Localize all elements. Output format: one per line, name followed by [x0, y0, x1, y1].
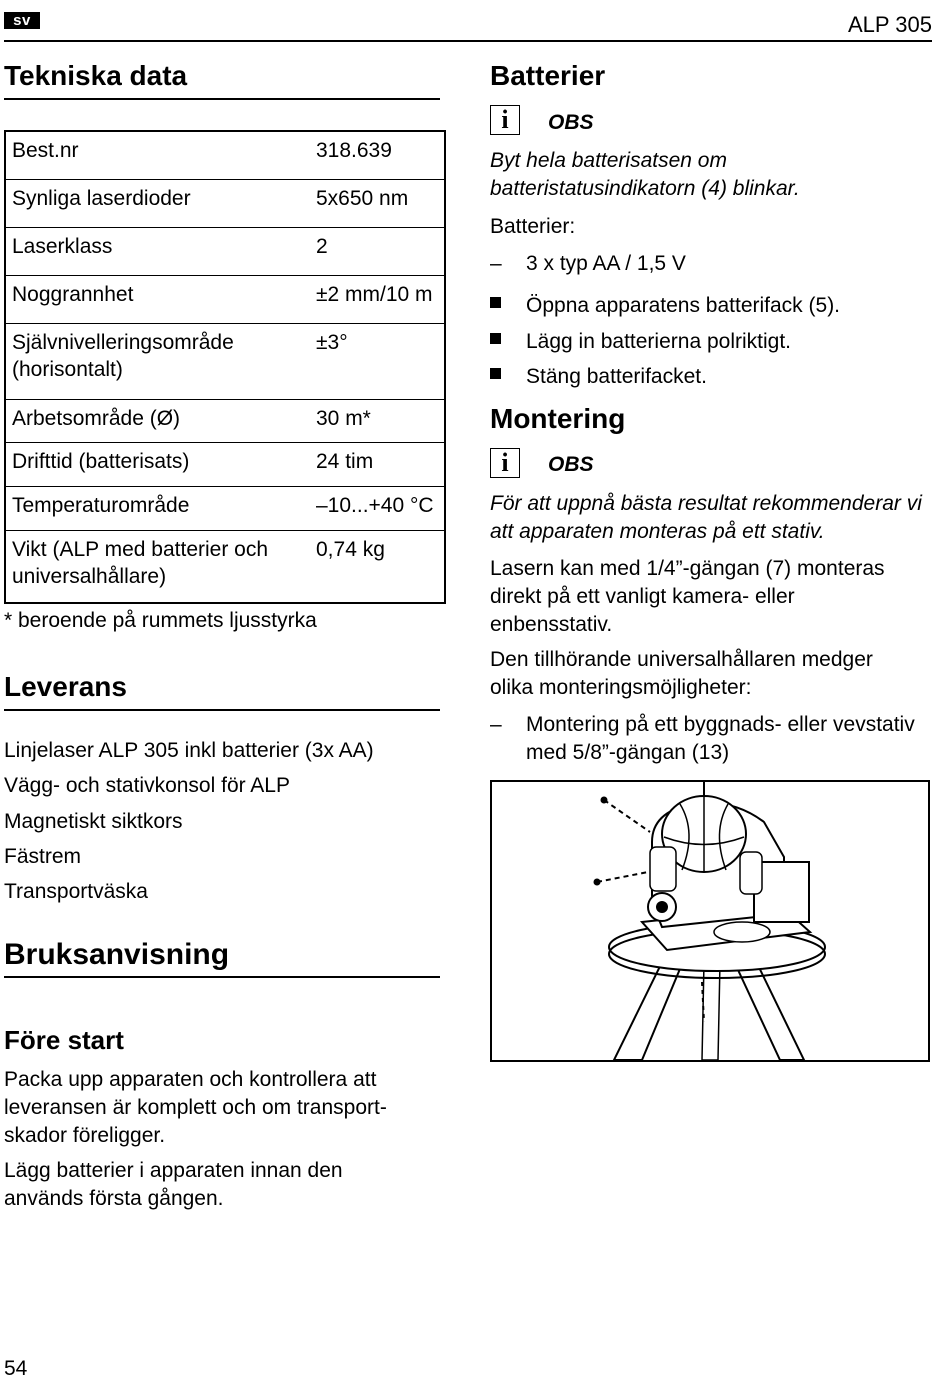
- list-item: Öppna apparatens batterifack (5).: [490, 288, 930, 324]
- before-start-para2: Lägg batterier i apparaten innan den används första gången.: [4, 1159, 343, 1210]
- language-badge: sv: [4, 12, 40, 29]
- spec-label: Temperaturområde: [12, 493, 190, 517]
- spec-value: 24 tim: [316, 449, 374, 473]
- mounting-title: Montering: [490, 403, 626, 434]
- delivery-title: Leverans: [4, 671, 127, 702]
- list-item: – 3 x typ AA / 1,5 V: [490, 250, 930, 278]
- tech-data-table: [4, 130, 446, 604]
- list-item: Fästrem: [4, 844, 82, 868]
- table-row: [5, 227, 445, 275]
- before-start-para1: Packa upp apparaten och kontrollera att leveransen är komplett och om transport-skador föreligger.: [4, 1068, 387, 1147]
- tech-data-rule: [4, 98, 440, 100]
- table-row: [5, 131, 445, 179]
- mounting-note-label: OBS: [548, 453, 594, 476]
- info-icon: i: [490, 448, 520, 478]
- spec-value: –10...+40 °C: [316, 493, 434, 517]
- model-name: ALP 305: [847, 12, 932, 37]
- list-item: Transportväska: [4, 880, 148, 904]
- spec-value: ±2 mm/10 m: [316, 282, 433, 306]
- mounting-options-list: [490, 711, 930, 767]
- spec-value: ±3°: [316, 330, 348, 354]
- batteries-note-text: Byt hela batterisatsen om batteristatusindikatorn (4) blinkar.: [490, 149, 800, 200]
- table-row: [5, 399, 445, 442]
- spec-value: 30 m*: [316, 406, 371, 430]
- spec-value: 318.639: [316, 139, 392, 162]
- laser-on-tripod-figure: [490, 780, 930, 1062]
- spec-value: 0,74 kg: [316, 537, 385, 561]
- info-icon: i: [490, 105, 520, 135]
- spec-value: 2: [316, 234, 328, 258]
- spec-label: Vikt (ALP med batterier och universalhållare): [12, 537, 269, 588]
- header-rule: [4, 40, 932, 42]
- table-row: [5, 486, 445, 530]
- spec-label: Synliga laserdioder: [12, 186, 191, 210]
- table-row: [5, 275, 445, 323]
- spec-label: Drifttid (batterisats): [12, 449, 190, 473]
- delivery-list: [4, 733, 444, 909]
- spec-label: Laserklass: [12, 234, 113, 258]
- batteries-note-label: OBS: [548, 111, 594, 134]
- manual-title: Bruksanvisning: [4, 938, 230, 971]
- list-item: Magnetiskt siktkors: [4, 809, 183, 833]
- battery-type-list: [490, 250, 930, 278]
- table-row: [5, 179, 445, 227]
- page-number: 54: [4, 1357, 28, 1380]
- spec-label: Noggrannhet: [12, 282, 134, 306]
- spec-label: Självnivelleringsområde (horisontalt): [12, 330, 234, 381]
- list-item: Lägg in batterierna polriktigt.: [490, 324, 930, 360]
- delivery-rule: [4, 709, 440, 711]
- before-start-title: Före start: [4, 1025, 124, 1055]
- table-row: [5, 323, 445, 399]
- batteries-intro: Batterier:: [490, 215, 576, 238]
- battery-steps-list: [490, 288, 930, 395]
- tech-data-title: Tekniska data: [4, 60, 188, 91]
- mounting-para1: Lasern kan med 1/4”-gängan (7) monteras direkt på ett vanligt kamera- eller enbensstativ.: [490, 557, 885, 636]
- tech-data-footnote: * beroende på rummets ljusstyrka: [4, 609, 317, 632]
- list-item: Stäng batterifacket.: [490, 359, 930, 395]
- table-row: [5, 442, 445, 486]
- laser-tripod-illustration: [492, 782, 928, 1060]
- spec-label: Best.nr: [12, 139, 79, 162]
- list-item: – Montering på ett byggnads- eller vevstativ med 5/8”-gängan (13): [490, 711, 930, 767]
- spec-value: 5x650 nm: [316, 186, 409, 210]
- list-item: Linjelaser ALP 305 inkl batterier (3x AA): [4, 739, 374, 762]
- manual-rule: [4, 976, 440, 978]
- mounting-para2: Den tillhörande universalhållaren medger olika monteringsmöjligheter:: [490, 648, 873, 699]
- mounting-note-text: För att uppnå bästa resultat rekommenderar vi att apparaten monteras på ett stativ.: [490, 492, 922, 543]
- spec-label: Arbetsområde (Ø): [12, 406, 181, 430]
- batteries-title: Batterier: [490, 60, 606, 91]
- table-row: [5, 530, 445, 603]
- list-item: Vägg- och stativkonsol för ALP: [4, 774, 290, 798]
